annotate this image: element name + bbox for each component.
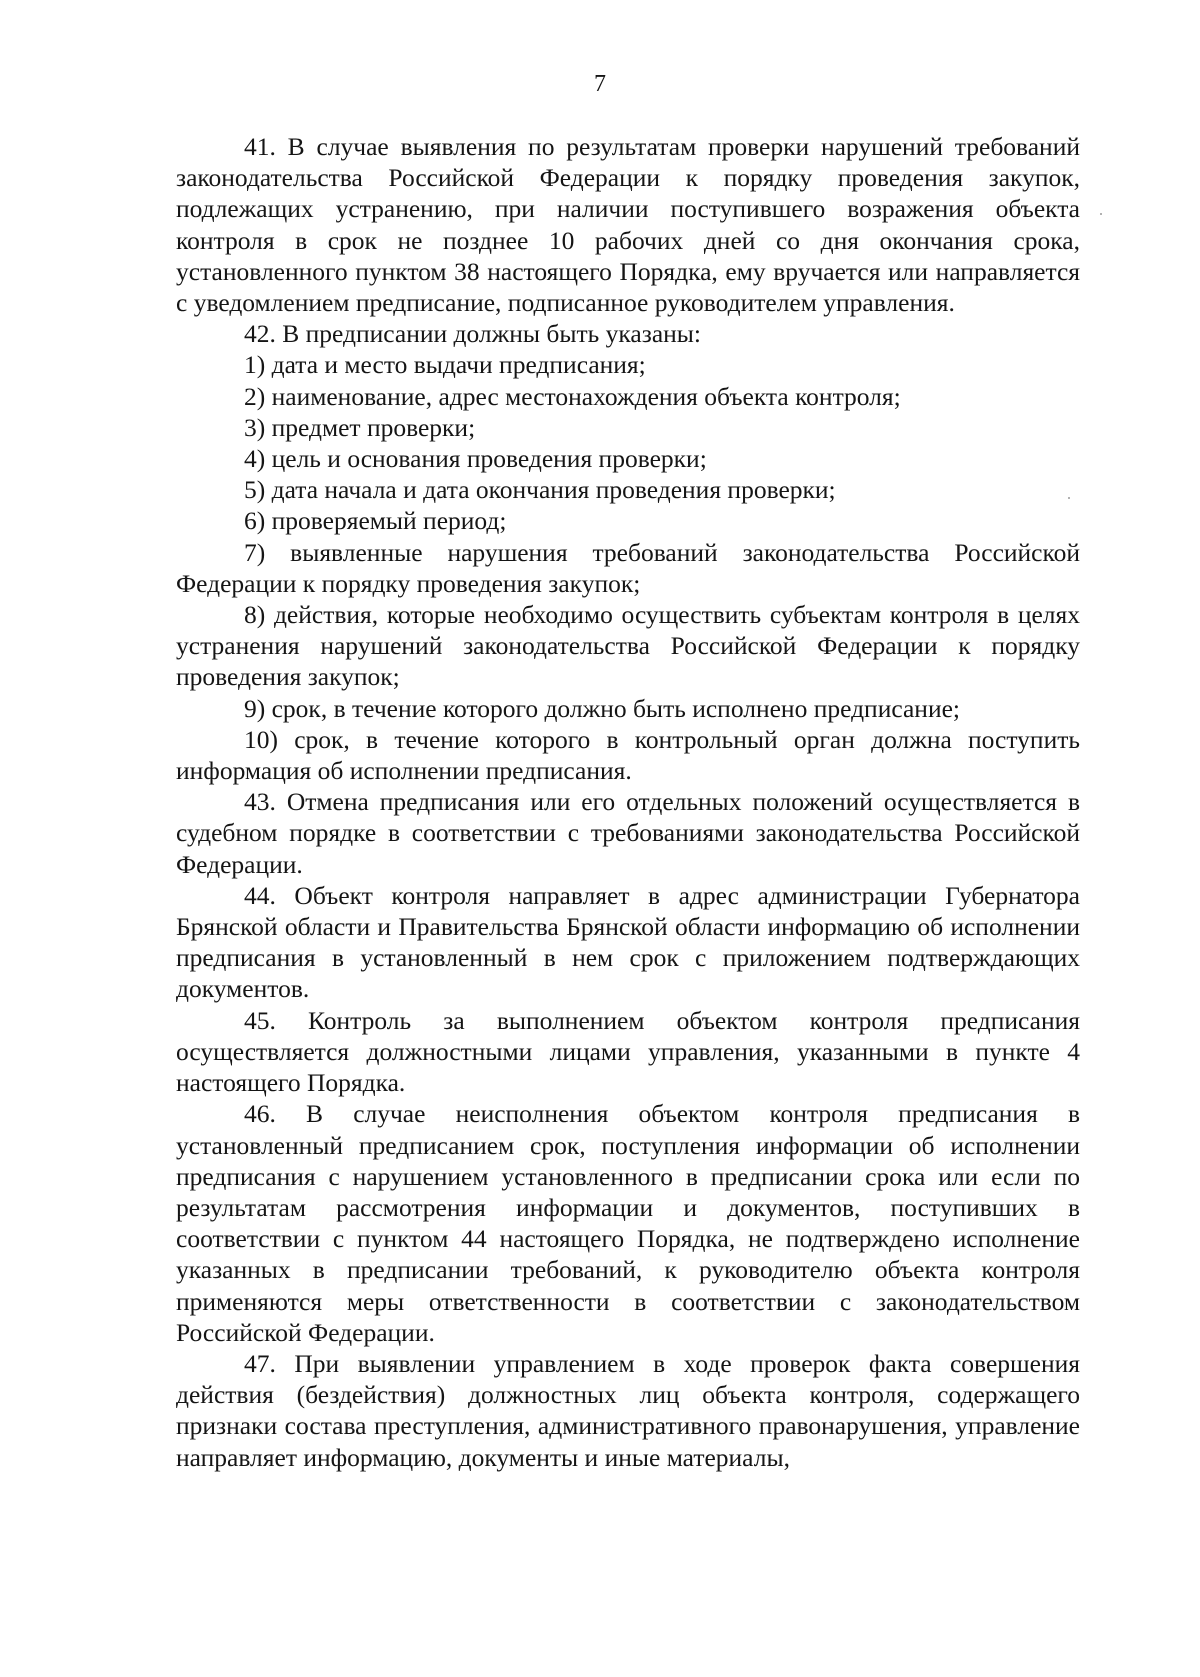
paragraph-47: 47. При выявлении управлением в ходе проверок факта совершения действия (бездействия) должностных лиц объекта контроля, содержащего признаки состава преступления, административного правонарушения, управление направляет информацию, документы и иные материалы, (176, 1348, 1080, 1472)
paragraph-46: 46. В случае неисполнения объектом контроля предписания в установленный предписанием срок, поступления информации об исполнении предписания с нарушением установленного в предписании срока или если по результатам рассмотрения информации и документов, поступивших в соответствии с пунктом 44 настоящего Порядка, не подтверждено исполнение указанных в предписании требований, к руководителю объекта контроля применяются меры ответственности в соответствии с законодательством Российской Федерации. (176, 1099, 1080, 1347)
paragraph-44: 44. Объект контроля направляет в адрес администрации Губернатора Брянской области и Правительства Брянской области информацию об исполнении предписания в установленный в нем срок с приложением подтверждающих документов. (176, 880, 1080, 1004)
list-item-6: 6) проверяемый период; (244, 506, 507, 536)
scan-speck (1100, 213, 1102, 215)
list-item-2: 2) наименование, адрес местонахождения объекта контроля; (244, 381, 901, 411)
list-item-5: 5) дата начала и дата окончания проведения проверки; (244, 475, 836, 505)
list-item-7: 7) выявленные нарушения требований законодательства Российской Федерации к порядку проведения закупок; (176, 537, 1080, 598)
page-number: 7 (594, 71, 606, 97)
paragraph-43: 43. Отмена предписания или его отдельных положений осуществляется в судебном порядке в соответствии с требованиями законодательства Российской Федерации. (176, 787, 1080, 879)
list-item-9: 9) срок, в течение которого должно быть исполнено предписание; (244, 693, 960, 723)
list-item-3: 3) предмет проверки; (244, 412, 476, 442)
scan-speck (1068, 497, 1070, 499)
paragraph-45: 45. Контроль за выполнением объектом контроля предписания осуществляется должностными лицами управления, указанными в пункте 4 настоящего Порядка. (176, 1005, 1080, 1098)
list-item-4: 4) цель и основания проведения проверки; (244, 444, 707, 474)
document-body (176, 131, 1080, 1473)
list-item-10: 10) срок, в течение которого в контрольный орган должна поступить информация об исполнении предписания. (176, 724, 1080, 786)
paragraph-42: 42. В предписании должны быть указаны: (244, 319, 702, 349)
list-item-8: 8) действия, которые необходимо осуществить субъектам контроля в целях устранения нарушений законодательства Российской Федерации к порядку проведения закупок; (176, 600, 1080, 692)
paragraph-41: 41. В случае выявления по результатам проверки нарушений требований законодательства Российской Федерации к порядку проведения закупок, подлежащих устранению, при наличии поступившего возражения объекта контроля в срок не позднее 10 рабочих дней со дня окончания срока, установленного пунктом 38 настоящего Порядка, ему вручается или направляется с уведомлением предписание, подписанное руководителем управления. (176, 132, 1080, 318)
list-item-1: 1) дата и место выдачи предписания; (244, 350, 646, 380)
